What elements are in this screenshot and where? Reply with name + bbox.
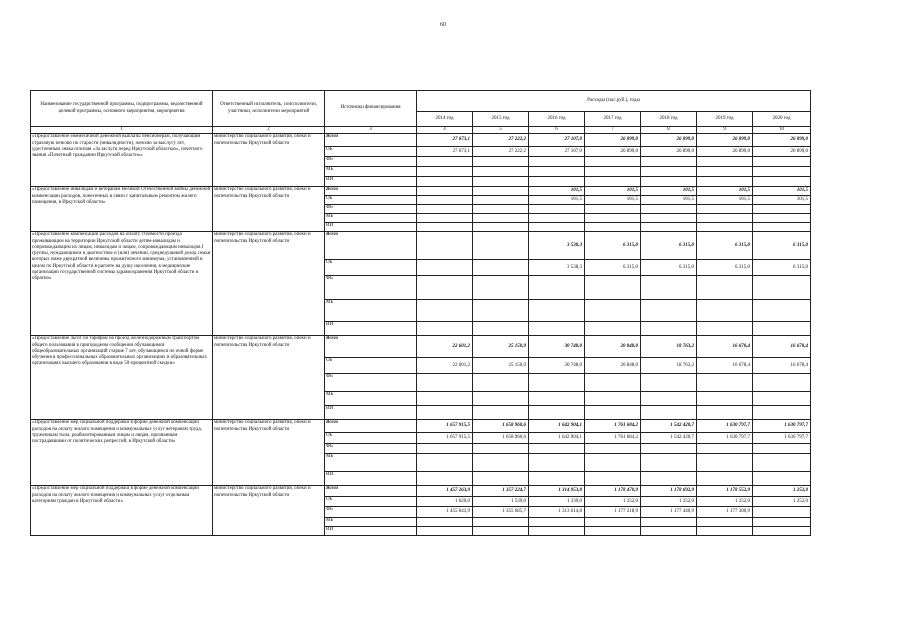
expense-value: [585, 518, 641, 527]
expense-value: [417, 392, 473, 406]
column-number: 10: [753, 127, 811, 134]
funding-source: ОБ: [325, 433, 417, 444]
expense-value: 1 178 692,9: [641, 486, 697, 497]
expense-value: 26 899,0: [697, 134, 753, 147]
expense-value: 1 658 960,6: [473, 433, 529, 444]
expense-value: [529, 472, 585, 486]
funding-source: Всего: [325, 336, 417, 358]
expense-value: 20 848,0: [585, 358, 641, 374]
expense-value: [641, 392, 697, 406]
expense-value: 1 177 218,9: [585, 507, 641, 518]
funding-source: ОБ: [325, 147, 417, 157]
expense-value: [417, 406, 473, 420]
expense-value: [641, 527, 697, 536]
expense-value: 18 763,2: [641, 358, 697, 374]
expense-value: [473, 374, 529, 392]
expense-value: 16 678,4: [697, 336, 753, 358]
expense-value: [473, 260, 529, 276]
expense-value: [641, 374, 697, 392]
expense-value: [585, 223, 641, 232]
expense-value: [697, 205, 753, 214]
expense-value: 30 748,0: [529, 358, 585, 374]
expense-value: [753, 472, 811, 486]
expense-value: 18 763,2: [641, 336, 697, 358]
expense-value: 6 315,0: [753, 260, 811, 276]
expense-value: [529, 454, 585, 472]
funding-source: ОБ: [325, 196, 417, 205]
expense-value: 101,5: [529, 196, 585, 205]
expense-value: 1 642 904,1: [529, 433, 585, 444]
expense-value: [417, 223, 473, 232]
expense-value: [529, 214, 585, 223]
header-name: Наименование государственной программы, подпрограммы, ведомственной целевой программы, основного мероприятия, мероприятия: [31, 91, 213, 127]
header-year: 2017 год: [585, 112, 641, 127]
expense-value: [417, 232, 473, 260]
expense-value: [529, 322, 585, 336]
expense-value: [473, 223, 529, 232]
expense-value: [641, 472, 697, 486]
expense-value: [697, 406, 753, 420]
expense-value: [417, 322, 473, 336]
expense-value: [473, 167, 529, 177]
expense-value: [753, 454, 811, 472]
budget-table: [30, 90, 811, 536]
expense-value: 1 630 797,7: [697, 433, 753, 444]
expense-value: [697, 374, 753, 392]
expense-value: 1 630 797,7: [753, 420, 811, 433]
expense-value: [417, 518, 473, 527]
column-number: 2: [213, 127, 325, 134]
expense-value: [753, 223, 811, 232]
expense-value: 1 642 904,1: [529, 420, 585, 433]
expense-value: [529, 392, 585, 406]
expense-value: [697, 322, 753, 336]
expense-value: 101,5: [753, 196, 811, 205]
expense-value: 6 315,0: [641, 232, 697, 260]
expense-value: 16 678,4: [753, 336, 811, 358]
expense-value: 27 673,1: [417, 147, 473, 157]
expense-value: 1 539,0: [473, 497, 529, 507]
expense-value: [641, 157, 697, 167]
expense-value: 22 601,2: [417, 358, 473, 374]
expense-value: [473, 472, 529, 486]
expense-value: [585, 157, 641, 167]
expense-value: 26 899,0: [641, 147, 697, 157]
expense-value: 1 339,0: [529, 497, 585, 507]
expense-value: [473, 444, 529, 454]
expense-value: [753, 518, 811, 527]
expense-value: 1 252,0: [585, 497, 641, 507]
funding-source: ФБ: [325, 276, 417, 300]
table-row: [31, 486, 811, 497]
expense-value: [641, 214, 697, 223]
measure-name: «Предоставление ежемесячной денежной выплаты пенсионерам, получающим страховую пенсию по старости (инвалидности), пенсию за выслугу лет, удостоенным знака отличия «За заслуги перед Иркутской областью», почетного звания «Почетный гражданин Иркутской области»»: [31, 134, 213, 187]
expense-value: [417, 444, 473, 454]
expense-value: [641, 276, 697, 300]
expense-value: [417, 374, 473, 392]
column-number: 4: [417, 127, 473, 134]
column-number: 8: [641, 127, 697, 134]
expense-value: [585, 444, 641, 454]
table-row: [31, 134, 811, 147]
expense-value: 26 899,0: [585, 134, 641, 147]
expense-value: 6 315,0: [585, 232, 641, 260]
expense-value: [641, 454, 697, 472]
expense-value: [641, 205, 697, 214]
expense-value: [697, 444, 753, 454]
funding-source: МБ: [325, 518, 417, 527]
expense-value: 6 315,0: [585, 260, 641, 276]
expense-value: [417, 187, 473, 196]
expense-value: 1 657 915,5: [417, 420, 473, 433]
funding-source: МБ: [325, 300, 417, 322]
expense-value: [473, 276, 529, 300]
header-year: 2019 год: [697, 112, 753, 127]
expense-value: [585, 205, 641, 214]
table-row: [31, 187, 811, 196]
expense-value: 1 178 470,9: [585, 486, 641, 497]
expense-value: [417, 260, 473, 276]
expense-value: [417, 157, 473, 167]
expense-value: [697, 276, 753, 300]
header-executor: Ответственный исполнитель, соисполнители, участники, исполнители мероприятий: [213, 91, 325, 127]
executor: министерство социального развития, опеки и попечительства Иркутской области: [213, 420, 325, 486]
funding-source: ИИ: [325, 406, 417, 420]
funding-source: ФБ: [325, 507, 417, 518]
column-number: 5: [473, 127, 529, 134]
expense-value: [585, 454, 641, 472]
expense-value: 101,5: [697, 187, 753, 196]
expense-value: [529, 444, 585, 454]
expense-value: [473, 196, 529, 205]
expense-value: 101,5: [641, 187, 697, 196]
expense-value: [585, 392, 641, 406]
measure-name: «Предоставление компенсации расходов на оплату стоимости проезда проживающим на территории Иркутской области детям-инвалидам и сопровождающим их лицам, инвалидам и лицам, сопровождающим инвалидов I группы, нуждающимся в диагностике и (или) лечении, среднедушевой доход семьи которых ниже двукратной величины прожиточного минимума, установленной в целом по Иркутской области в расчете на душу населения, в медицинские организации государственной системы здравоохранения Иркутской области и обратно»: [31, 232, 213, 336]
expense-value: 1 355 685,7: [473, 507, 529, 518]
measure-name: «Предоставление мер социальной поддержки в форме денежной компенсации расходов на оплату жилого помещения и коммунальных услуг ветеранам труда, труженикам тыла, реабилитированным лицам и лицам, признанным пострадавшими от политических репрессий, в Иркутской области»: [31, 420, 213, 486]
table-row: [31, 336, 811, 358]
expense-value: [529, 406, 585, 420]
expense-value: [697, 472, 753, 486]
expense-value: [753, 527, 811, 536]
funding-source: ИИ: [325, 223, 417, 232]
header-year: 2016 год: [529, 112, 585, 127]
expense-value: [417, 527, 473, 536]
header-year: 2020 год: [753, 112, 811, 127]
header-year: 2018 год: [641, 112, 697, 127]
expense-value: [641, 406, 697, 420]
expense-value: [753, 392, 811, 406]
executor: министерство социального развития, опеки и попечительства Иркутской области: [213, 336, 325, 420]
expense-value: [585, 167, 641, 177]
funding-source: ФБ: [325, 374, 417, 392]
expense-value: 1 620,0: [417, 497, 473, 507]
expense-value: 1 357 224,7: [473, 486, 529, 497]
expense-value: 1 542 420,7: [641, 420, 697, 433]
expense-value: 27 107,0: [529, 134, 585, 147]
expense-value: [473, 527, 529, 536]
funding-source: ОБ: [325, 260, 417, 276]
page-number: 60: [440, 22, 446, 28]
expense-value: [753, 406, 811, 420]
executor: министерство социального развития, опеки и попечительства Иркутской области: [213, 187, 325, 232]
expense-value: 101,5: [641, 196, 697, 205]
expense-value: 26 899,0: [641, 134, 697, 147]
funding-source: ОБ: [325, 497, 417, 507]
expense-value: 1 761 684,2: [585, 420, 641, 433]
funding-source: ОБ: [325, 358, 417, 374]
executor: министерство социального развития, опеки и попечительства Иркутской области: [213, 232, 325, 336]
measure-name: «Предоставление инвалидам и ветеранам Великой Отечественной войны денежной компенсации расходов, понесенных в связи с капитальным ремонтом жилого помещения, в Иркутской области»: [31, 187, 213, 232]
funding-source: ИИ: [325, 472, 417, 486]
expense-value: 16 678,4: [697, 358, 753, 374]
expense-value: 1 252,0: [753, 497, 811, 507]
expense-value: 1 252,0: [697, 497, 753, 507]
expense-value: [417, 205, 473, 214]
expense-value: 1 658 960,6: [473, 420, 529, 433]
expense-value: 20 848,0: [585, 336, 641, 358]
expense-value: [473, 392, 529, 406]
expense-value: 1 177 440,9: [641, 507, 697, 518]
expense-value: [529, 223, 585, 232]
expense-value: 25 150,9: [473, 336, 529, 358]
funding-source: Всего: [325, 134, 417, 147]
expense-value: [417, 454, 473, 472]
expense-value: 1 542 420,7: [641, 433, 697, 444]
expense-value: [585, 276, 641, 300]
expense-value: [753, 157, 811, 167]
expense-value: 1 252,0: [753, 486, 811, 497]
expense-value: 6 315,0: [641, 260, 697, 276]
expense-value: [753, 205, 811, 214]
expense-value: 3 538,3: [529, 232, 585, 260]
expense-value: 1 630 797,7: [697, 420, 753, 433]
expense-value: [697, 177, 753, 187]
expense-value: 1 630 797,7: [753, 433, 811, 444]
expense-value: [585, 472, 641, 486]
expense-value: [529, 157, 585, 167]
header-year: 2015 год: [473, 112, 529, 127]
expense-value: [417, 167, 473, 177]
expense-value: 25 150,9: [473, 358, 529, 374]
expense-value: [417, 196, 473, 205]
funding-source: ИИ: [325, 322, 417, 336]
expense-value: 1 657 915,5: [417, 433, 473, 444]
funding-source: ИИ: [325, 177, 417, 187]
expense-value: [697, 167, 753, 177]
executor: министерство социального развития, опеки и попечительства Иркутской области: [213, 134, 325, 187]
expense-value: [417, 214, 473, 223]
expense-value: [529, 167, 585, 177]
funding-source: Всего: [325, 232, 417, 260]
expense-value: [697, 392, 753, 406]
expense-value: [529, 205, 585, 214]
expense-value: [473, 214, 529, 223]
expense-value: [641, 444, 697, 454]
expense-value: [529, 374, 585, 392]
expense-value: 16 678,4: [753, 358, 811, 374]
expense-value: [697, 223, 753, 232]
expense-value: [529, 177, 585, 187]
expense-value: 1 457 263,9: [417, 486, 473, 497]
expense-value: 101,5: [753, 187, 811, 196]
measure-name: «Предоставление мер социальной поддержки в форме денежной компенсации расходов на оплату жилого помещения и коммунальных услуг отдельным категориям граждан в Иркутской области»: [31, 486, 213, 536]
expense-value: 27 222,2: [473, 134, 529, 147]
expense-value: [697, 454, 753, 472]
expense-value: 27 673,1: [417, 134, 473, 147]
expense-value: 1 455 643,9: [417, 507, 473, 518]
funding-source: МБ: [325, 392, 417, 406]
expense-value: [473, 300, 529, 322]
expense-value: [417, 472, 473, 486]
expense-value: [417, 276, 473, 300]
expense-value: 101,5: [585, 196, 641, 205]
expense-value: 101,5: [529, 187, 585, 196]
expense-value: 27 222,2: [473, 147, 529, 157]
funding-source: МБ: [325, 454, 417, 472]
expense-value: [529, 518, 585, 527]
expense-value: 6 315,0: [753, 232, 811, 260]
expense-value: [529, 276, 585, 300]
expense-value: [585, 177, 641, 187]
expense-value: 22 601,2: [417, 336, 473, 358]
expense-value: [473, 157, 529, 167]
expense-value: 1 252,0: [641, 497, 697, 507]
header-year: 2014 год: [417, 112, 473, 127]
funding-source: Всего: [325, 420, 417, 433]
expense-value: [753, 276, 811, 300]
column-number: 3: [325, 127, 417, 134]
expense-value: [473, 518, 529, 527]
expense-value: 1 761 684,2: [585, 433, 641, 444]
funding-source: ФБ: [325, 205, 417, 214]
expense-value: [641, 518, 697, 527]
header-expenses: Расходы (тыс.руб.), годы: [417, 91, 811, 112]
expense-value: [417, 300, 473, 322]
expense-value: [585, 300, 641, 322]
expense-value: [641, 223, 697, 232]
expense-value: 101,5: [585, 187, 641, 196]
expense-value: [753, 214, 811, 223]
expense-value: [417, 177, 473, 187]
funding-source: ФБ: [325, 444, 417, 454]
executor: министерство социального развития, опеки и попечительства Иркутской области: [213, 486, 325, 536]
expense-value: [697, 527, 753, 536]
column-number: 6: [529, 127, 585, 134]
expense-value: 1 178 552,9: [697, 486, 753, 497]
expense-value: [697, 214, 753, 223]
measure-name: «Предоставление льгот по тарифам на проезд железнодорожным транспортом общего пользования в пригородном сообщении обучающимся общеобразовательных организаций старше 7 лет, обучающимся по очной форме обучения в профессиональных образовательных организациях и образовательных организациях высшего образования в виде 50-процентной скидки»: [31, 336, 213, 420]
expense-value: 1 313 614,8: [529, 507, 585, 518]
expense-value: [641, 177, 697, 187]
expense-value: [697, 300, 753, 322]
expense-value: [585, 322, 641, 336]
expense-value: [697, 518, 753, 527]
expense-value: [473, 205, 529, 214]
funding-source: ФБ: [325, 157, 417, 167]
expense-value: 26 899,0: [697, 147, 753, 157]
expense-value: [473, 454, 529, 472]
expense-value: 1 314 953,8: [529, 486, 585, 497]
expense-value: 30 748,0: [529, 336, 585, 358]
expense-value: [753, 177, 811, 187]
expense-value: [753, 374, 811, 392]
expense-value: [529, 300, 585, 322]
column-number: 1: [31, 127, 213, 134]
expense-value: [473, 406, 529, 420]
expense-value: 26 899,0: [585, 147, 641, 157]
table-row: [31, 232, 811, 260]
expense-value: 26 899,0: [753, 134, 811, 147]
expense-value: [753, 167, 811, 177]
expense-value: [753, 300, 811, 322]
funding-source: ИИ: [325, 527, 417, 536]
expense-value: [753, 507, 811, 518]
expense-value: 1 177 300,9: [697, 507, 753, 518]
header-source: Источники финансирования: [325, 91, 417, 127]
funding-source: МБ: [325, 214, 417, 223]
expense-value: 101,5: [697, 196, 753, 205]
expense-value: 26 899,0: [753, 147, 811, 157]
expense-value: [641, 167, 697, 177]
funding-source: МБ: [325, 167, 417, 177]
expense-value: [585, 527, 641, 536]
expense-value: [641, 322, 697, 336]
funding-source: Всего: [325, 187, 417, 196]
expense-value: 6 315,0: [697, 260, 753, 276]
expense-value: [641, 300, 697, 322]
column-number: 7: [585, 127, 641, 134]
expense-value: [697, 157, 753, 167]
expense-value: [529, 527, 585, 536]
expense-value: [753, 322, 811, 336]
funding-source: Всего: [325, 486, 417, 497]
expense-value: 6 315,0: [697, 232, 753, 260]
expense-value: [585, 406, 641, 420]
expense-value: [473, 322, 529, 336]
expense-value: [585, 374, 641, 392]
expense-value: 3 538,3: [529, 260, 585, 276]
expense-value: [585, 214, 641, 223]
expense-value: [753, 444, 811, 454]
expense-value: [473, 177, 529, 187]
column-number: 9: [697, 127, 753, 134]
table-row: [31, 420, 811, 433]
expense-value: [473, 187, 529, 196]
expense-value: 27 107,0: [529, 147, 585, 157]
expense-value: [473, 232, 529, 260]
